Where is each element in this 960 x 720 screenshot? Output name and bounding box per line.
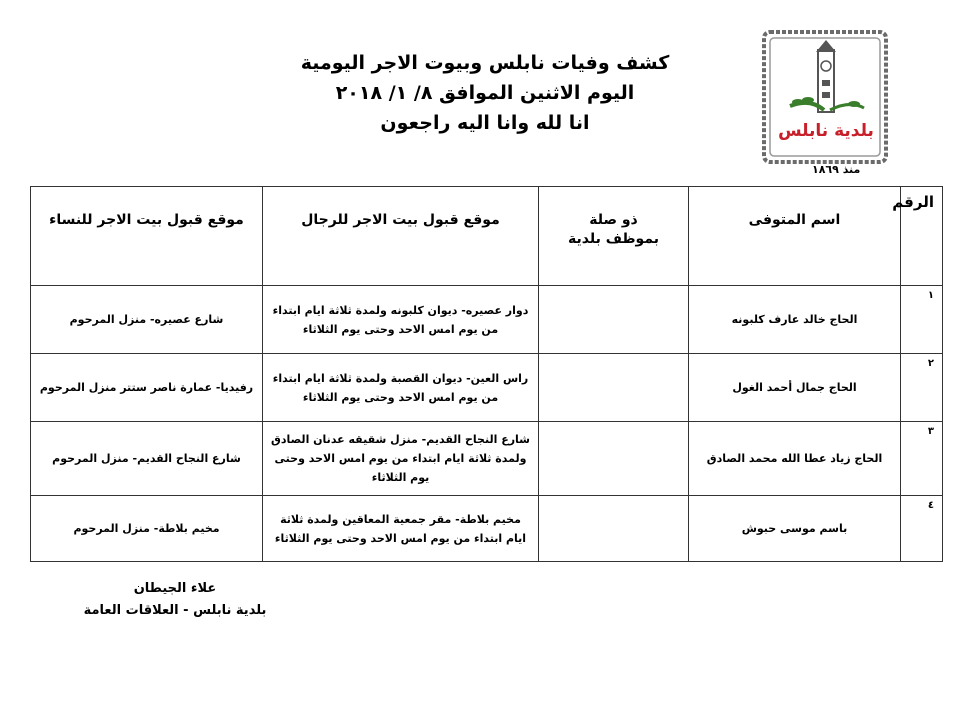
men-location: دوار عصيره- ديوان كلبونه ولمدة ثلاثة ايام ابتداء من يوم امس الاحد وحتى يوم الثلاثاء [263,286,539,354]
signature-name: علاء الجيطان [133,581,217,596]
header-relation [539,187,689,286]
deceased-name: الحاج خالد عارف كلبونه [689,286,901,354]
condolence-line: انا لله وانا اليه راجعون [380,112,590,134]
table-row [31,422,943,496]
row-num: ٢ [901,354,943,422]
deceased-name: الحاج جمال أحمد الغول [689,354,901,422]
header-name: اسم المتوفى [689,187,901,286]
header-women: موقع قبول بيت الاجر للنساء [31,187,263,286]
deaths-table [30,186,943,562]
row-num: ٤ [901,496,943,562]
signature-dept: بلدية نابلس - العلاقات العامة [83,603,267,618]
header-relation-line1: ذو صلة [589,212,638,228]
relation-cell [539,354,689,422]
header-num: الرقم [901,187,943,286]
men-location: راس العين- ديوان القصبة ولمدة ثلاثة ايام ابتداء من يوم امس الاحد وحتى يوم الثلاثاء [263,354,539,422]
logo-since-text: منذ ١٨٦٩ [812,163,861,176]
document-header [250,48,720,138]
logo-text: بلدية نابلس [778,121,874,141]
table-header-row [31,187,943,286]
men-location: مخيم بلاطة- مقر جمعية المعاقين ولمدة ثلاثة ايام ابتداء من يوم امس الاحد وحتى يوم الثلاثاء [263,496,539,562]
signature-block [60,578,290,622]
relation-cell [539,496,689,562]
deceased-name: باسم موسى حبوش [689,496,901,562]
men-location: شارع النجاح القديم- منزل شقيقه عدنان الصادق ولمدة ثلاثة ايام ابتداء من يوم امس الاحد وحتى يوم الثلاثاء [263,422,539,496]
nablus-municipality-logo [760,28,890,178]
date-line: اليوم الاثنين الموافق ٨/ ١/ ٢٠١٨ [335,82,635,104]
deceased-name: الحاج زياد عطا الله محمد الصادق [689,422,901,496]
header-relation-line2: بموظف بلدية [568,231,659,247]
women-location: شارع عصيره- منزل المرحوم [31,286,263,354]
relation-cell [539,422,689,496]
table-row [31,496,943,562]
women-location: شارع النجاح القديم- منزل المرحوم [31,422,263,496]
tower-roof-icon [816,40,836,52]
table-row [31,354,943,422]
relation-cell [539,286,689,354]
women-location: مخيم بلاطة- منزل المرحوم [31,496,263,562]
row-num: ٣ [901,422,943,496]
header-men: موقع قبول بيت الاجر للرجال [263,187,539,286]
row-num: ١ [901,286,943,354]
table-row [31,286,943,354]
women-location: رفيديا- عمارة ناصر ستتر منزل المرحوم [31,354,263,422]
page-title: كشف وفيات نابلس وبيوت الاجر اليومية [300,52,670,74]
